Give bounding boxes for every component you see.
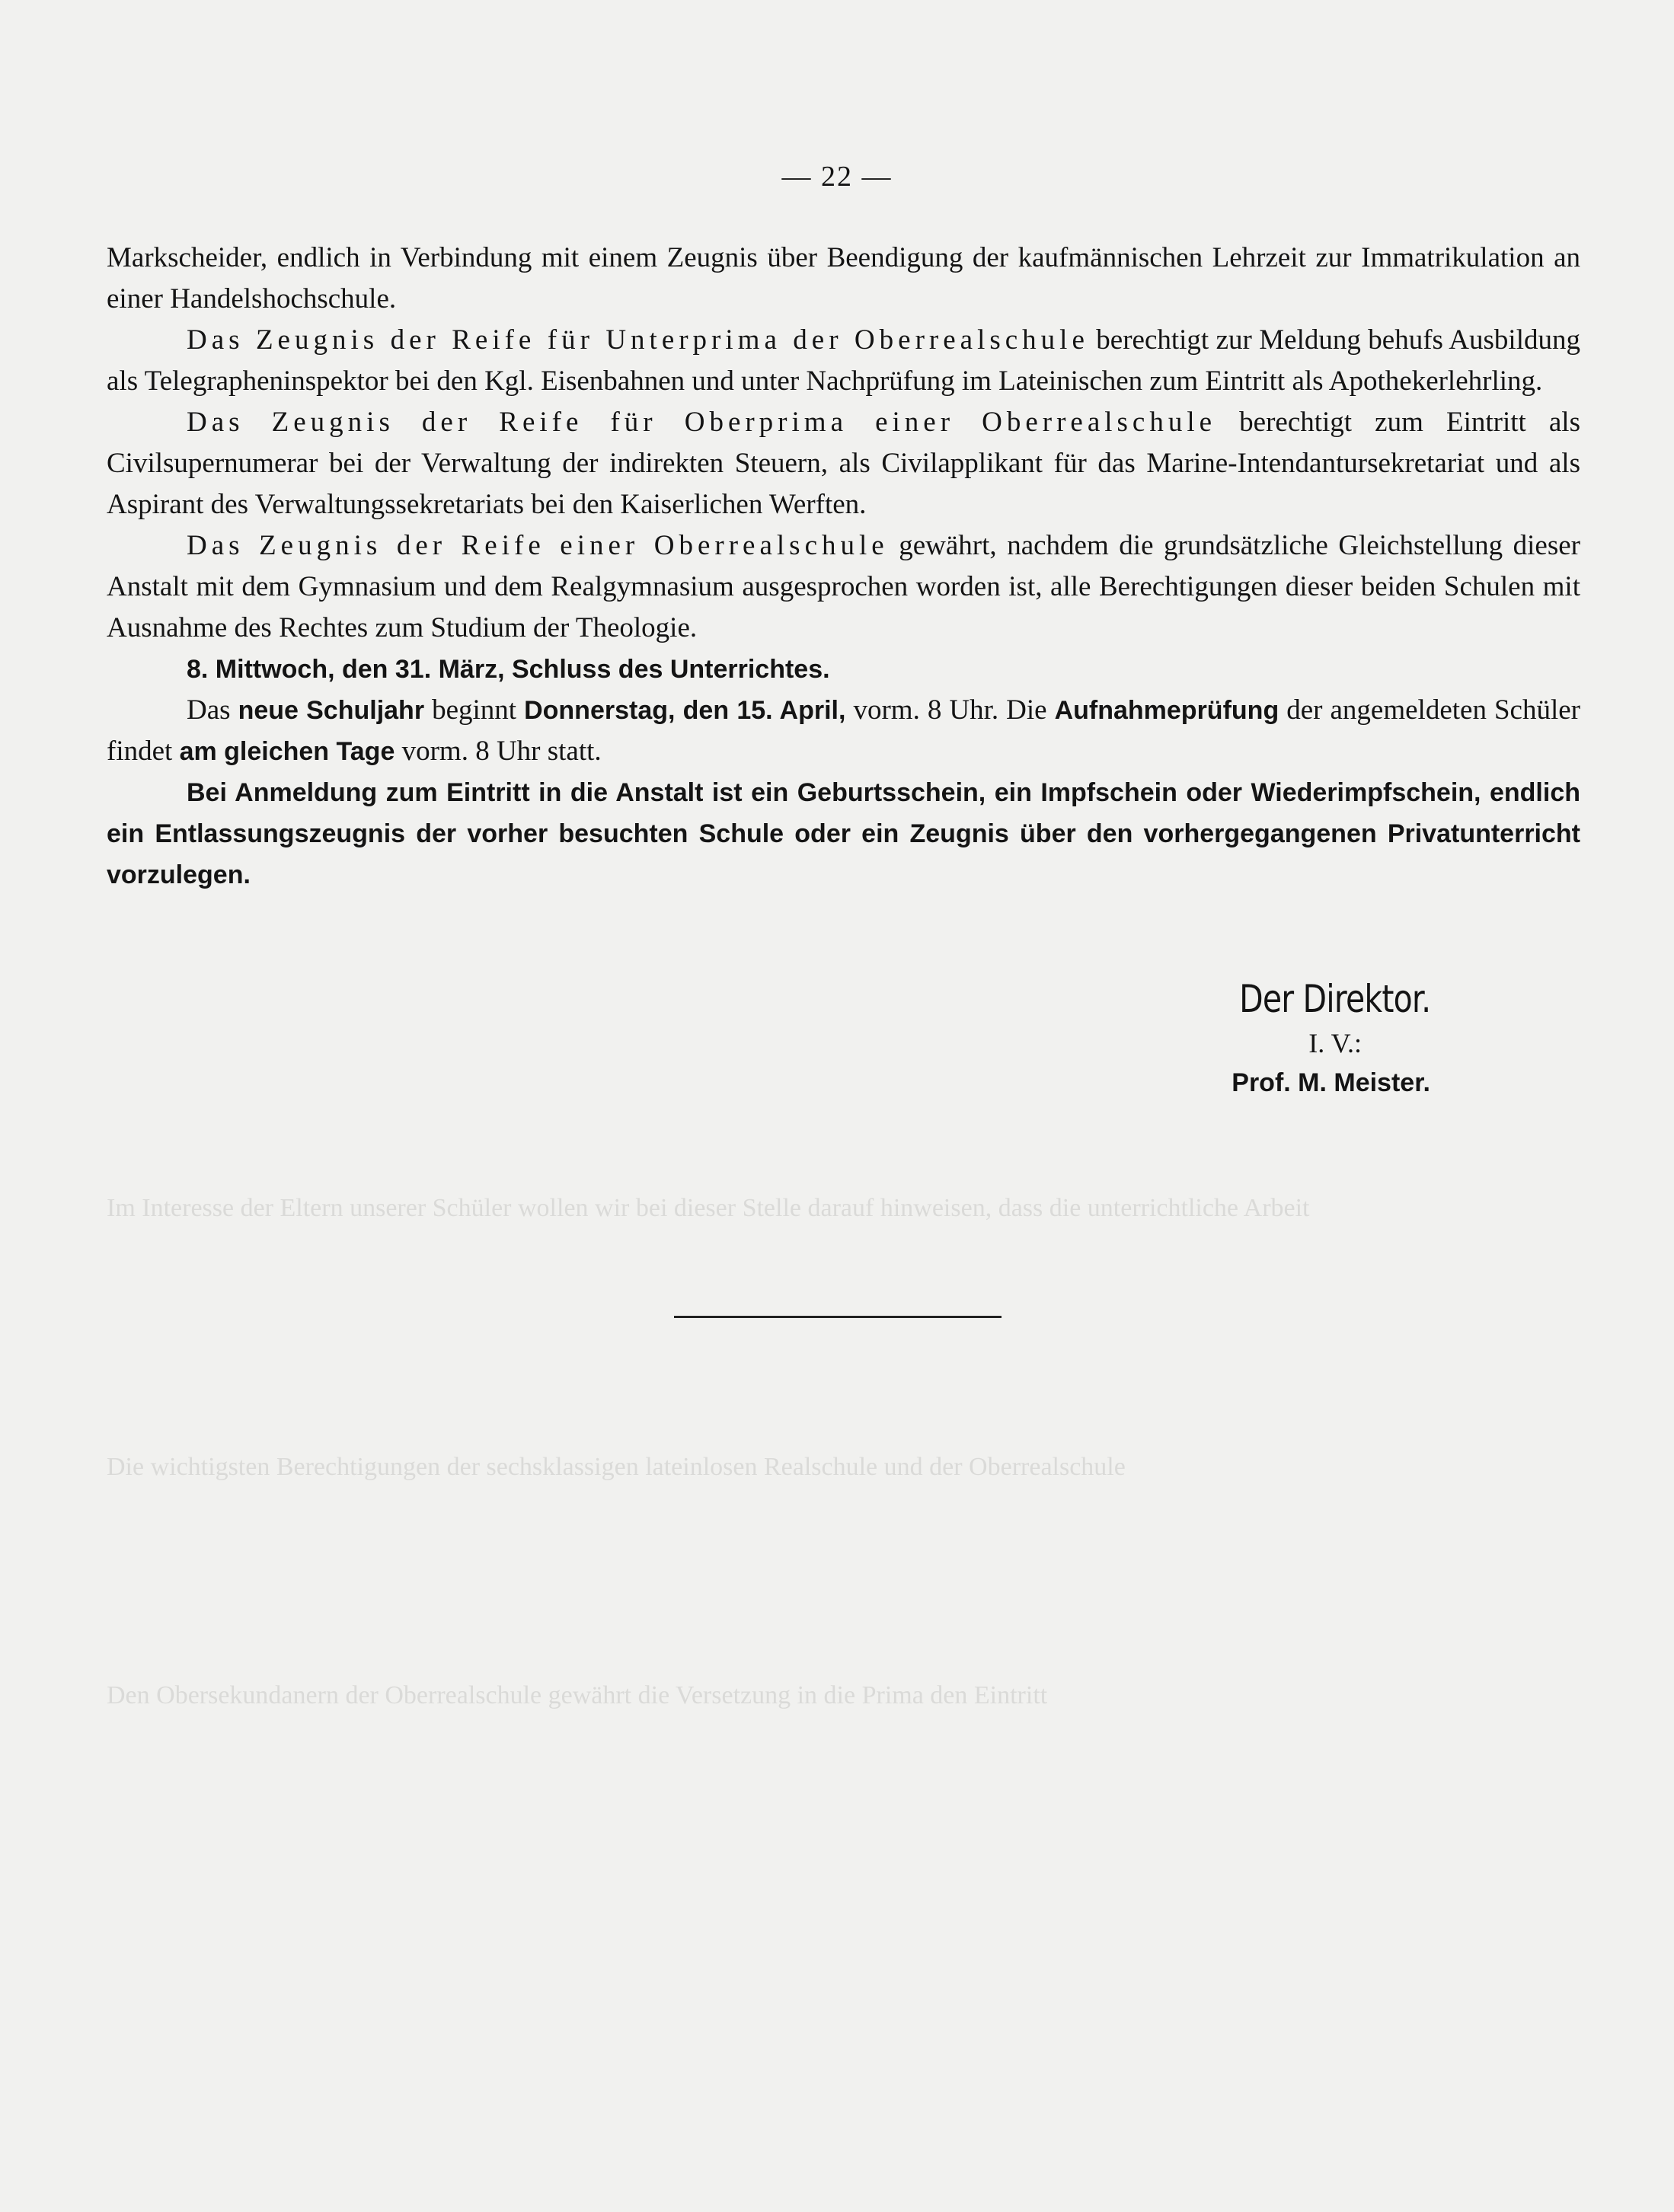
spaced-emphasis: Das Zeugnis der Reife für Oberprima einer Oberrealschule [187,407,1217,438]
signature-name: Prof. M. Meister. [1232,1068,1430,1097]
paragraph-text: berechtigt zum Eintritt als Civilsupernumerar bei der Verwaltung der indirekten Steuern, als Civilapplikant für das Marine-Intendantursekretariat und als Aspirant des Verwaltungssekretariats bei den Kaiserlichen Werften. [107,407,1580,520]
signature-title: Der Direktor. [1238,977,1430,1021]
schedule-text: vorm. 8 Uhr. Die [845,694,1055,726]
paragraph-text: gewährt, nachdem die grundsätzliche Gleichstellung dieser Anstalt mit dem Gymnasium und dem Realgymnasium ausgesprochen worden ist, alle Berechtigungen dieser beiden Schulen mit Ausnahme des Rechtes zum Studium der Theologie. [107,530,1580,643]
schedule-bold: Aufnahmeprüfung [1054,696,1279,725]
paragraph-markscheider: Markscheider, endlich in Verbindung mit einem Zeugnis über Beendigung der kaufmännischen Lehrzeit zur Immatrikulation an einer Handelshochschule. [107,242,1580,314]
paragraph-oberrealschule [107,525,1580,649]
paragraph-unterprima [107,320,1580,402]
divider-rule [674,1316,1002,1318]
schedule-text: beginnt [424,694,525,726]
paragraph-schedule [107,690,1580,772]
bleed-through-text: Den Obersekundanern der Oberrealschule gewährt die Versetzung in die Prima den Eintritt [107,1681,1048,1709]
notice-paragraph: Bei Anmeldung zum Eintritt in die Anstalt ist ein Geburtsschein, ein Impfschein oder Wiederimpfschein, endlich ein Entlassungszeugnis der vorher besuchten Schule oder ein Zeugnis über den vorhergegangenen Privatunterricht vorzulegen. [107,778,1580,889]
schedule-text: Das [187,694,238,726]
paragraph-text: berechtigt zur Meldung behufs Ausbildung als Telegrapheninspektor bei den Kgl. Eisenbahnen und unter Nachprüfung im Lateinischen zum Eintritt als Apothekerlehrling. [107,324,1580,397]
schedule-text: der angemeldeten Schüler findet [107,694,1580,767]
spaced-emphasis: Das Zeugnis der Reife für Unterprima der Oberrealschule [187,324,1089,356]
schedule-bold: am gleichen Tage [179,737,395,766]
spaced-emphasis: Das Zeugnis der Reife einer Oberrealschule [187,530,889,561]
signature-block [1197,975,1430,1103]
paragraph-oberprima [107,402,1580,525]
section-heading-8: 8. Mittwoch, den 31. März, Schluss des Unterrichtes. [187,655,830,684]
signature-iv: I. V.: [1308,1028,1362,1058]
schedule-bold: neue Schuljahr [238,696,425,725]
bleed-through-text: Die wichtigsten Berechtigungen der sechsklassigen lateinlosen Realschule und der Oberrealschule [107,1453,1126,1481]
schedule-text: vorm. 8 Uhr statt. [395,736,602,767]
schedule-bold: Donnerstag, den 15. April, [524,696,846,725]
body-text [107,238,1580,895]
bleed-through-text: Im Interesse der Eltern unserer Schüler wollen wir bei dieser Stelle darauf hinweisen, dass die unterrichtliche Arbeit [107,1194,1310,1222]
page-number: — 22 — [781,161,893,193]
